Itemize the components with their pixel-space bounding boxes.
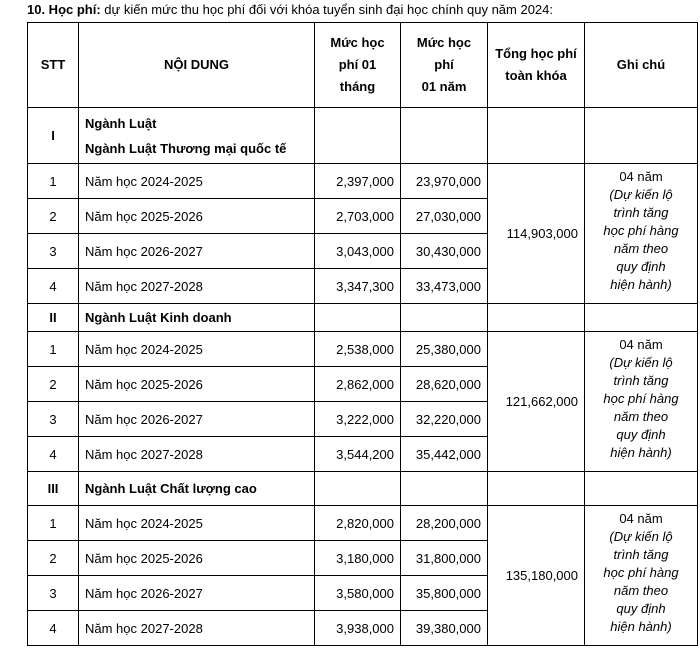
row-year: Năm học 2024-2025: [79, 506, 315, 541]
empty-cell: [315, 108, 401, 164]
group-total: 121,662,000: [488, 332, 585, 472]
empty-cell: [585, 472, 698, 506]
row-fee-month: 2,703,000: [315, 199, 401, 234]
note-line: hiện hành): [610, 445, 672, 460]
row-fee-month: 3,180,000: [315, 541, 401, 576]
note-line: hiện hành): [610, 619, 672, 634]
note-line: trình tăng: [613, 205, 669, 220]
row-stt: 2: [28, 367, 79, 402]
header-note: Ghi chú: [585, 23, 698, 108]
table-row: [28, 332, 698, 367]
empty-cell: [488, 472, 585, 506]
note-line: trình tăng: [613, 373, 669, 388]
row-stt: 4: [28, 269, 79, 304]
header-fee-year-line: 01 năm: [421, 79, 467, 94]
row-fee-month: 2,397,000: [315, 164, 401, 199]
note-line: năm theo: [613, 409, 669, 424]
header-total-line: Tổng học phí: [495, 46, 577, 61]
note-title: 04 năm: [619, 511, 663, 526]
section-heading-label: 10. Học phí:: [27, 2, 101, 17]
group-title-line: Ngành Luật: [85, 115, 157, 131]
tuition-table: [27, 22, 698, 646]
header-row: [28, 23, 698, 108]
note-line: học phí hàng: [603, 223, 679, 238]
row-fee-year: 28,200,000: [401, 506, 488, 541]
note-title: 04 năm: [619, 337, 663, 352]
group-row: [28, 472, 698, 506]
row-stt: 3: [28, 234, 79, 269]
header-stt: STT: [28, 23, 79, 108]
empty-cell: [401, 108, 488, 164]
group-roman: III: [28, 472, 79, 506]
note-line: trình tăng: [613, 547, 669, 562]
row-fee-month: 2,820,000: [315, 506, 401, 541]
row-fee-month: 3,043,000: [315, 234, 401, 269]
empty-cell: [488, 108, 585, 164]
note-line: (Dự kiến lộ: [609, 355, 673, 370]
header-fee-year: [401, 23, 488, 108]
group-roman: I: [28, 108, 79, 164]
row-year: Năm học 2026-2027: [79, 234, 315, 269]
note-line: học phí hàng: [603, 391, 679, 406]
empty-cell: [315, 472, 401, 506]
header-fee-year-line: Mức học phí: [416, 35, 472, 72]
header-total: [488, 23, 585, 108]
note-line: quy định: [616, 427, 666, 442]
row-fee-year: 35,800,000: [401, 576, 488, 611]
group-note: [585, 164, 698, 304]
table-row: [28, 506, 698, 541]
row-year: Năm học 2026-2027: [79, 402, 315, 437]
row-fee-year: 31,800,000: [401, 541, 488, 576]
group-title: [79, 108, 315, 164]
row-fee-year: 25,380,000: [401, 332, 488, 367]
row-stt: 1: [28, 164, 79, 199]
row-stt: 1: [28, 332, 79, 367]
row-stt: 3: [28, 402, 79, 437]
row-fee-month: 2,538,000: [315, 332, 401, 367]
row-fee-year: 27,030,000: [401, 199, 488, 234]
row-year: Năm học 2027-2028: [79, 611, 315, 646]
row-fee-month: 2,862,000: [315, 367, 401, 402]
row-fee-month: 3,580,000: [315, 576, 401, 611]
group-note: [585, 506, 698, 646]
section-heading: [27, 2, 553, 17]
group-title-line: Ngành Luật Thương mại quốc tế: [85, 140, 287, 156]
group-title: Ngành Luật Kinh doanh: [79, 304, 315, 332]
note-line: (Dự kiến lộ: [609, 529, 673, 544]
row-stt: 4: [28, 437, 79, 472]
empty-cell: [401, 472, 488, 506]
empty-cell: [585, 108, 698, 164]
header-fee-month-line: tháng: [339, 79, 376, 94]
row-fee-year: 23,970,000: [401, 164, 488, 199]
group-roman: II: [28, 304, 79, 332]
row-year: Năm học 2025-2026: [79, 367, 315, 402]
header-fee-month-line: Mức học: [330, 35, 385, 50]
section-heading-text: dự kiến mức thu học phí đối với khóa tuyển sinh đại học chính quy năm 2024:: [100, 2, 553, 17]
note-line: quy định: [616, 259, 666, 274]
note-line: năm theo: [613, 241, 669, 256]
header-total-line: toàn khóa: [505, 68, 567, 83]
header-fee-month-line: phí 01: [338, 57, 377, 72]
row-fee-year: 33,473,000: [401, 269, 488, 304]
group-row: [28, 108, 698, 164]
table-row: [28, 164, 698, 199]
row-stt: 1: [28, 506, 79, 541]
row-year: Năm học 2025-2026: [79, 541, 315, 576]
group-total: 135,180,000: [488, 506, 585, 646]
note-line: học phí hàng: [603, 565, 679, 580]
row-year: Năm học 2024-2025: [79, 164, 315, 199]
row-fee-month: 3,347,300: [315, 269, 401, 304]
row-fee-month: 3,938,000: [315, 611, 401, 646]
header-fee-month: [315, 23, 401, 108]
row-fee-year: 28,620,000: [401, 367, 488, 402]
row-stt: 2: [28, 541, 79, 576]
row-stt: 2: [28, 199, 79, 234]
row-fee-month: 3,222,000: [315, 402, 401, 437]
note-line: hiện hành): [610, 277, 672, 292]
group-note: [585, 332, 698, 472]
row-year: Năm học 2027-2028: [79, 269, 315, 304]
note-line: (Dự kiến lộ: [609, 187, 673, 202]
empty-cell: [401, 304, 488, 332]
row-stt: 3: [28, 576, 79, 611]
group-title: Ngành Luật Chất lượng cao: [79, 472, 315, 506]
row-year: Năm học 2025-2026: [79, 199, 315, 234]
header-content: NỘI DUNG: [79, 23, 315, 108]
row-fee-year: 32,220,000: [401, 402, 488, 437]
row-year: Năm học 2024-2025: [79, 332, 315, 367]
note-line: năm theo: [613, 583, 669, 598]
empty-cell: [488, 304, 585, 332]
row-fee-year: 30,430,000: [401, 234, 488, 269]
row-year: Năm học 2027-2028: [79, 437, 315, 472]
note-line: quy định: [616, 601, 666, 616]
row-stt: 4: [28, 611, 79, 646]
note-title: 04 năm: [619, 169, 663, 184]
group-total: 114,903,000: [488, 164, 585, 304]
empty-cell: [585, 304, 698, 332]
row-year: Năm học 2026-2027: [79, 576, 315, 611]
empty-cell: [315, 304, 401, 332]
row-fee-year: 39,380,000: [401, 611, 488, 646]
group-row: [28, 304, 698, 332]
row-fee-month: 3,544,200: [315, 437, 401, 472]
row-fee-year: 35,442,000: [401, 437, 488, 472]
